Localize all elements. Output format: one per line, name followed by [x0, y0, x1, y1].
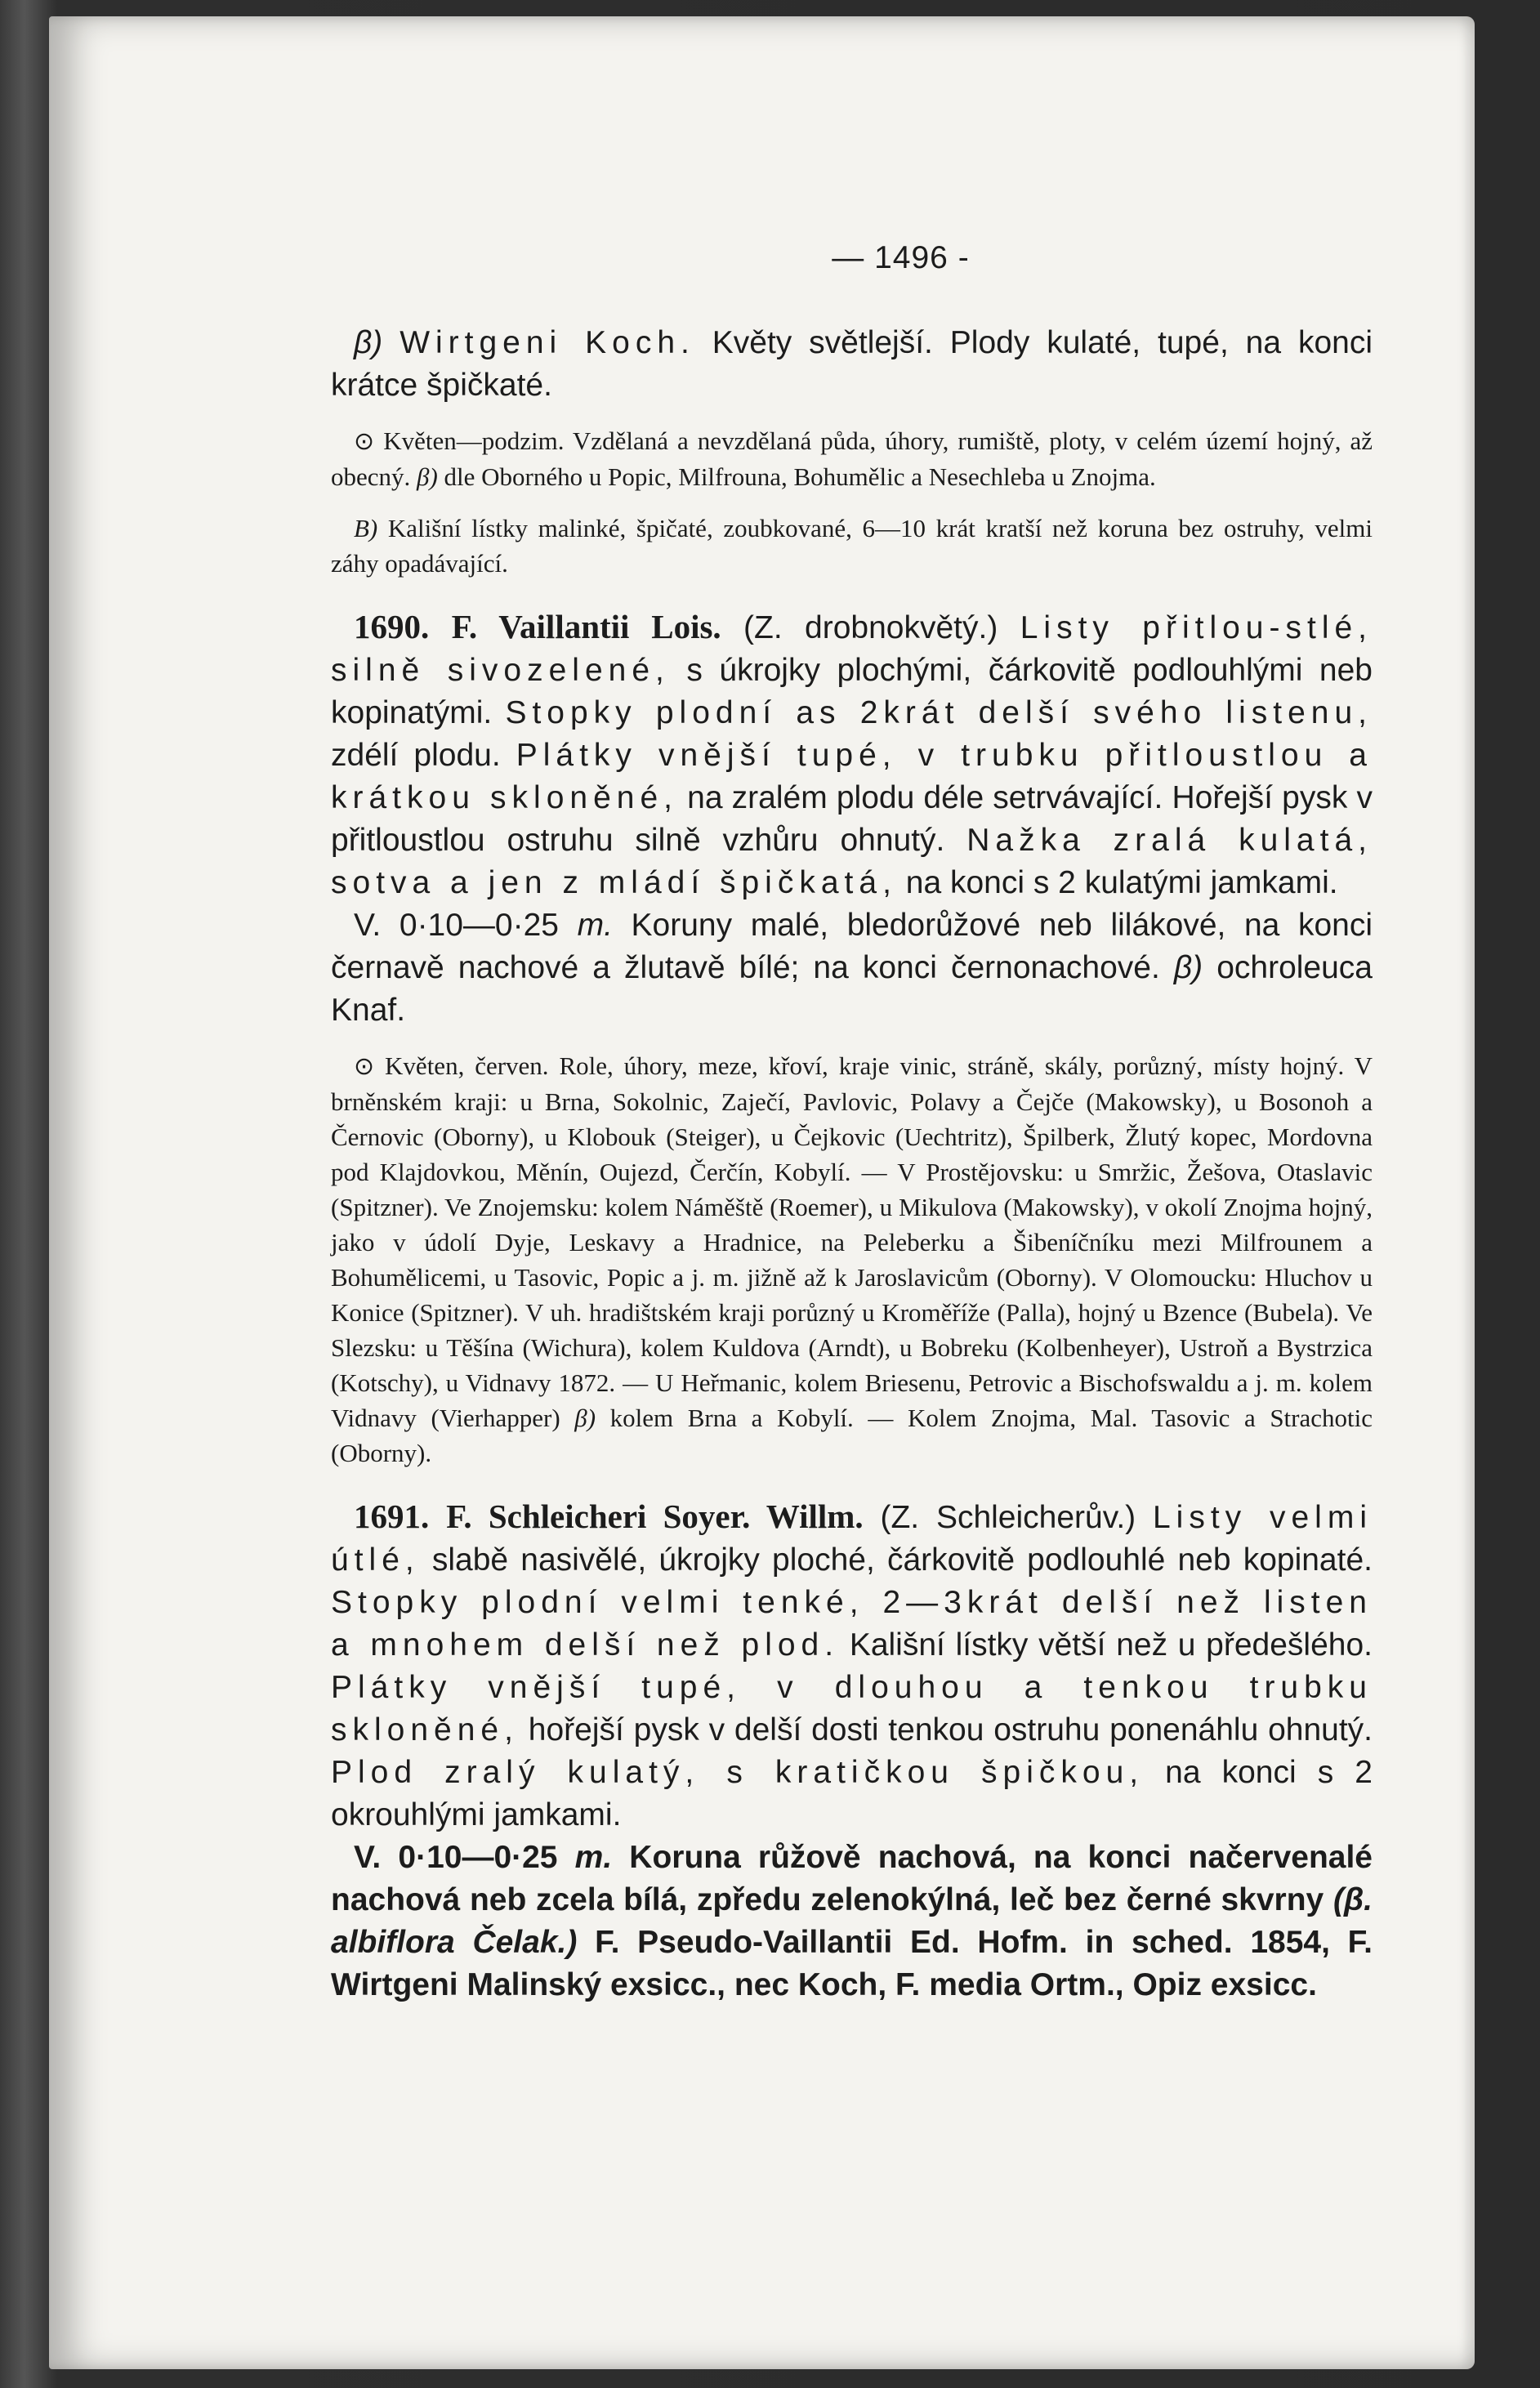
species-number: 1691.: [354, 1498, 430, 1535]
species-name: F. Vaillantii Lois.: [451, 608, 721, 645]
variety-wirtgeni: [331, 322, 1373, 407]
description-text: zdélí plodu.: [331, 738, 501, 773]
annual-symbol-icon: ⊙: [354, 427, 375, 456]
description-text: slabě nasivělé, úkrojky ploché, čárkovitě podlouhlé neb kopinaté.: [431, 1542, 1373, 1578]
description-spaced: Stopky plodní velmi tenké, 2—3krát delší než listen a mnohem delší než plod.: [331, 1585, 1373, 1663]
description-text: na zralém plodu déle setrvávající. Hořejší pysk v přitloustlou ostruhu silně vzhůru ohnutý.: [331, 780, 1373, 858]
description-text: Koruny malé, bledorůžové neb lilákové, na konci černavě nachové a žlutavě bílé; na konci černonachové.: [331, 908, 1373, 985]
description-spaced: Stopky plodní as 2krát delší svého listenu,: [505, 695, 1373, 730]
species-name: F. Schleicheri Soyer. Willm.: [446, 1498, 864, 1535]
beta-note: (β. albiflora Čelak.): [331, 1882, 1373, 1960]
description-spaced: Plod zralý kulatý, s kratičkou špičkou,: [331, 1755, 1145, 1790]
description-text: hořejší pysk v delší dosti tenkou ostruhu ponenáhlu ohnutý.: [528, 1712, 1373, 1747]
description-text: Kališní lístky větší než u předešlého.: [849, 1627, 1373, 1663]
habitat-1690: [331, 1048, 1373, 1471]
description-text: Koruna růžově nachová, na konci načervenalé nachová neb zcela bílá, zpředu zelenokýlná, leč bez černé skvrny: [331, 1840, 1373, 1917]
variety-name: ochroleuca Knaf.: [331, 950, 1373, 1028]
description-text: na konci s 2 okrouhlými jamkami.: [331, 1755, 1373, 1832]
habitat-text-beta: kolem Brna a Kobylí. — Kolem Znojma, Mal. Tasovic a Strachotic (Oborny).: [331, 1404, 1373, 1467]
species-czech-name: (Z. drobnokvětý.): [743, 610, 998, 645]
description-text: na konci s 2 kulatými jamkami.: [905, 865, 1338, 900]
text-column: [331, 237, 1373, 2006]
description-spaced: Listy přitlou-stlé, silně sivozelené,: [331, 610, 1373, 688]
description-text: s úkrojky plochými, čárkovitě podlouhlými neb kopinatými.: [331, 653, 1373, 730]
species-1691: [331, 1495, 1373, 1837]
variety-description: Květy světlejší. Plody kulaté, tupé, na konci krátce špičkaté.: [331, 325, 1373, 403]
description-spaced: Nažka zralá kulatá, sotva a jen z mládí špičkatá,: [331, 823, 1373, 900]
species-1691-height: [331, 1837, 1373, 2006]
habitat-text-beta: dle Oborného u Popic, Milfrouna, Bohumělic a Nesechleba u Znojma.: [444, 462, 1156, 491]
book-page: [49, 16, 1475, 2369]
beta-marker: β): [1173, 950, 1203, 985]
height-range: V. 0·10—0·25: [354, 908, 559, 943]
description-spaced: Plátky vnější tupé, v trubku přitloustlou a krátkou skloněné,: [331, 738, 1373, 815]
height-unit: m.: [574, 1840, 613, 1875]
species-czech-name: (Z. Schleicherův.): [880, 1500, 1136, 1535]
species-1690: [331, 605, 1373, 904]
species-1690-height: [331, 904, 1373, 1032]
habitat-text: Květen, červen. Role, úhory, meze, křoví, kraje vinic, stráně, skály, porůzný, místy hojný. V brněnském kraji: u Brna, Sokolnic, Zaječí, Pavlovic, Polavy a Čejče (Makowsky), u Bosonoh a Černovic (Oborny), u Klobouk (Steiger), u Čejkovic (Uechtritz), Špilberk, Žlutý kopec, Mordovna pod Klajdovkou, Měnín, Oujezd, Čerčín, Kobylí. — V Prostějovsku: u Smržic, Žešova, Otaslavic (Spitzner). Ve Znojemsku: kolem Náměště (Roemer), u Mikulova (Makowsky), v okolí Znojma hojný, jako v údolí Dyje, Leskavy a Hradnice, na Peleberku a Šibeníčníku mezi Milfrounem a Bohumělicemi, u Tasovic, Popic a j. m. jižně až k Jaroslavicům (Oborny). V Olomoucku: Hluchov u Konice (Spitzner). V uh. hradištském kraji porůzný u Kroměříže (Palla), hojný u Bzence (Bubela). Ve Slezsku: u Těšína (Wichura), kolem Kuldova (Arndt), u Bobreku (Kolbenheyer), Ustroň a Bystrzica (Kotschy), u Vidnavy 1872. — U Heřmanic, kolem Briesenu, Petrovic a Bischofswaldu a j. m. kolem Vidnavy (Vierhapper): [331, 1051, 1373, 1432]
description-spaced: Plátky vnější tupé, v dlouhou a tenkou trubku skloněné,: [331, 1670, 1373, 1747]
calyx-note-text: Kališní lístky malinké, špičaté, zoubkované, 6—10 krát kratší než koruna bez ostruhy, velmi záhy opadávající.: [331, 514, 1373, 578]
calyx-note: [331, 511, 1373, 581]
description-spaced: Listy velmi útlé,: [331, 1500, 1373, 1578]
annual-symbol-icon: ⊙: [354, 1052, 375, 1081]
beta-marker: β): [417, 462, 438, 491]
height-range: V. 0·10—0·25: [354, 1840, 558, 1875]
variety-marker: β): [354, 325, 383, 360]
height-unit: m.: [577, 908, 613, 943]
page-number: — 1496 -: [832, 240, 970, 275]
synonyms: F. Pseudo-Vaillantii Ed. Hofm. in sched. 1854, F. Wirtgeni Malinský exsicc., nec Koch, F. media Ortm., Opiz exsicc.: [331, 1925, 1373, 2002]
habitat-paragraph: [331, 423, 1373, 494]
section-marker: B): [354, 514, 378, 542]
species-number: 1690.: [354, 608, 430, 645]
variety-name: Wirtgeni Koch.: [400, 325, 695, 360]
beta-marker: β): [574, 1404, 596, 1432]
habitat-text: Květen—podzim. Vzdělaná a nevzdělaná půda, úhory, rumiště, ploty, v celém území hojný, až obecný.: [331, 426, 1373, 491]
